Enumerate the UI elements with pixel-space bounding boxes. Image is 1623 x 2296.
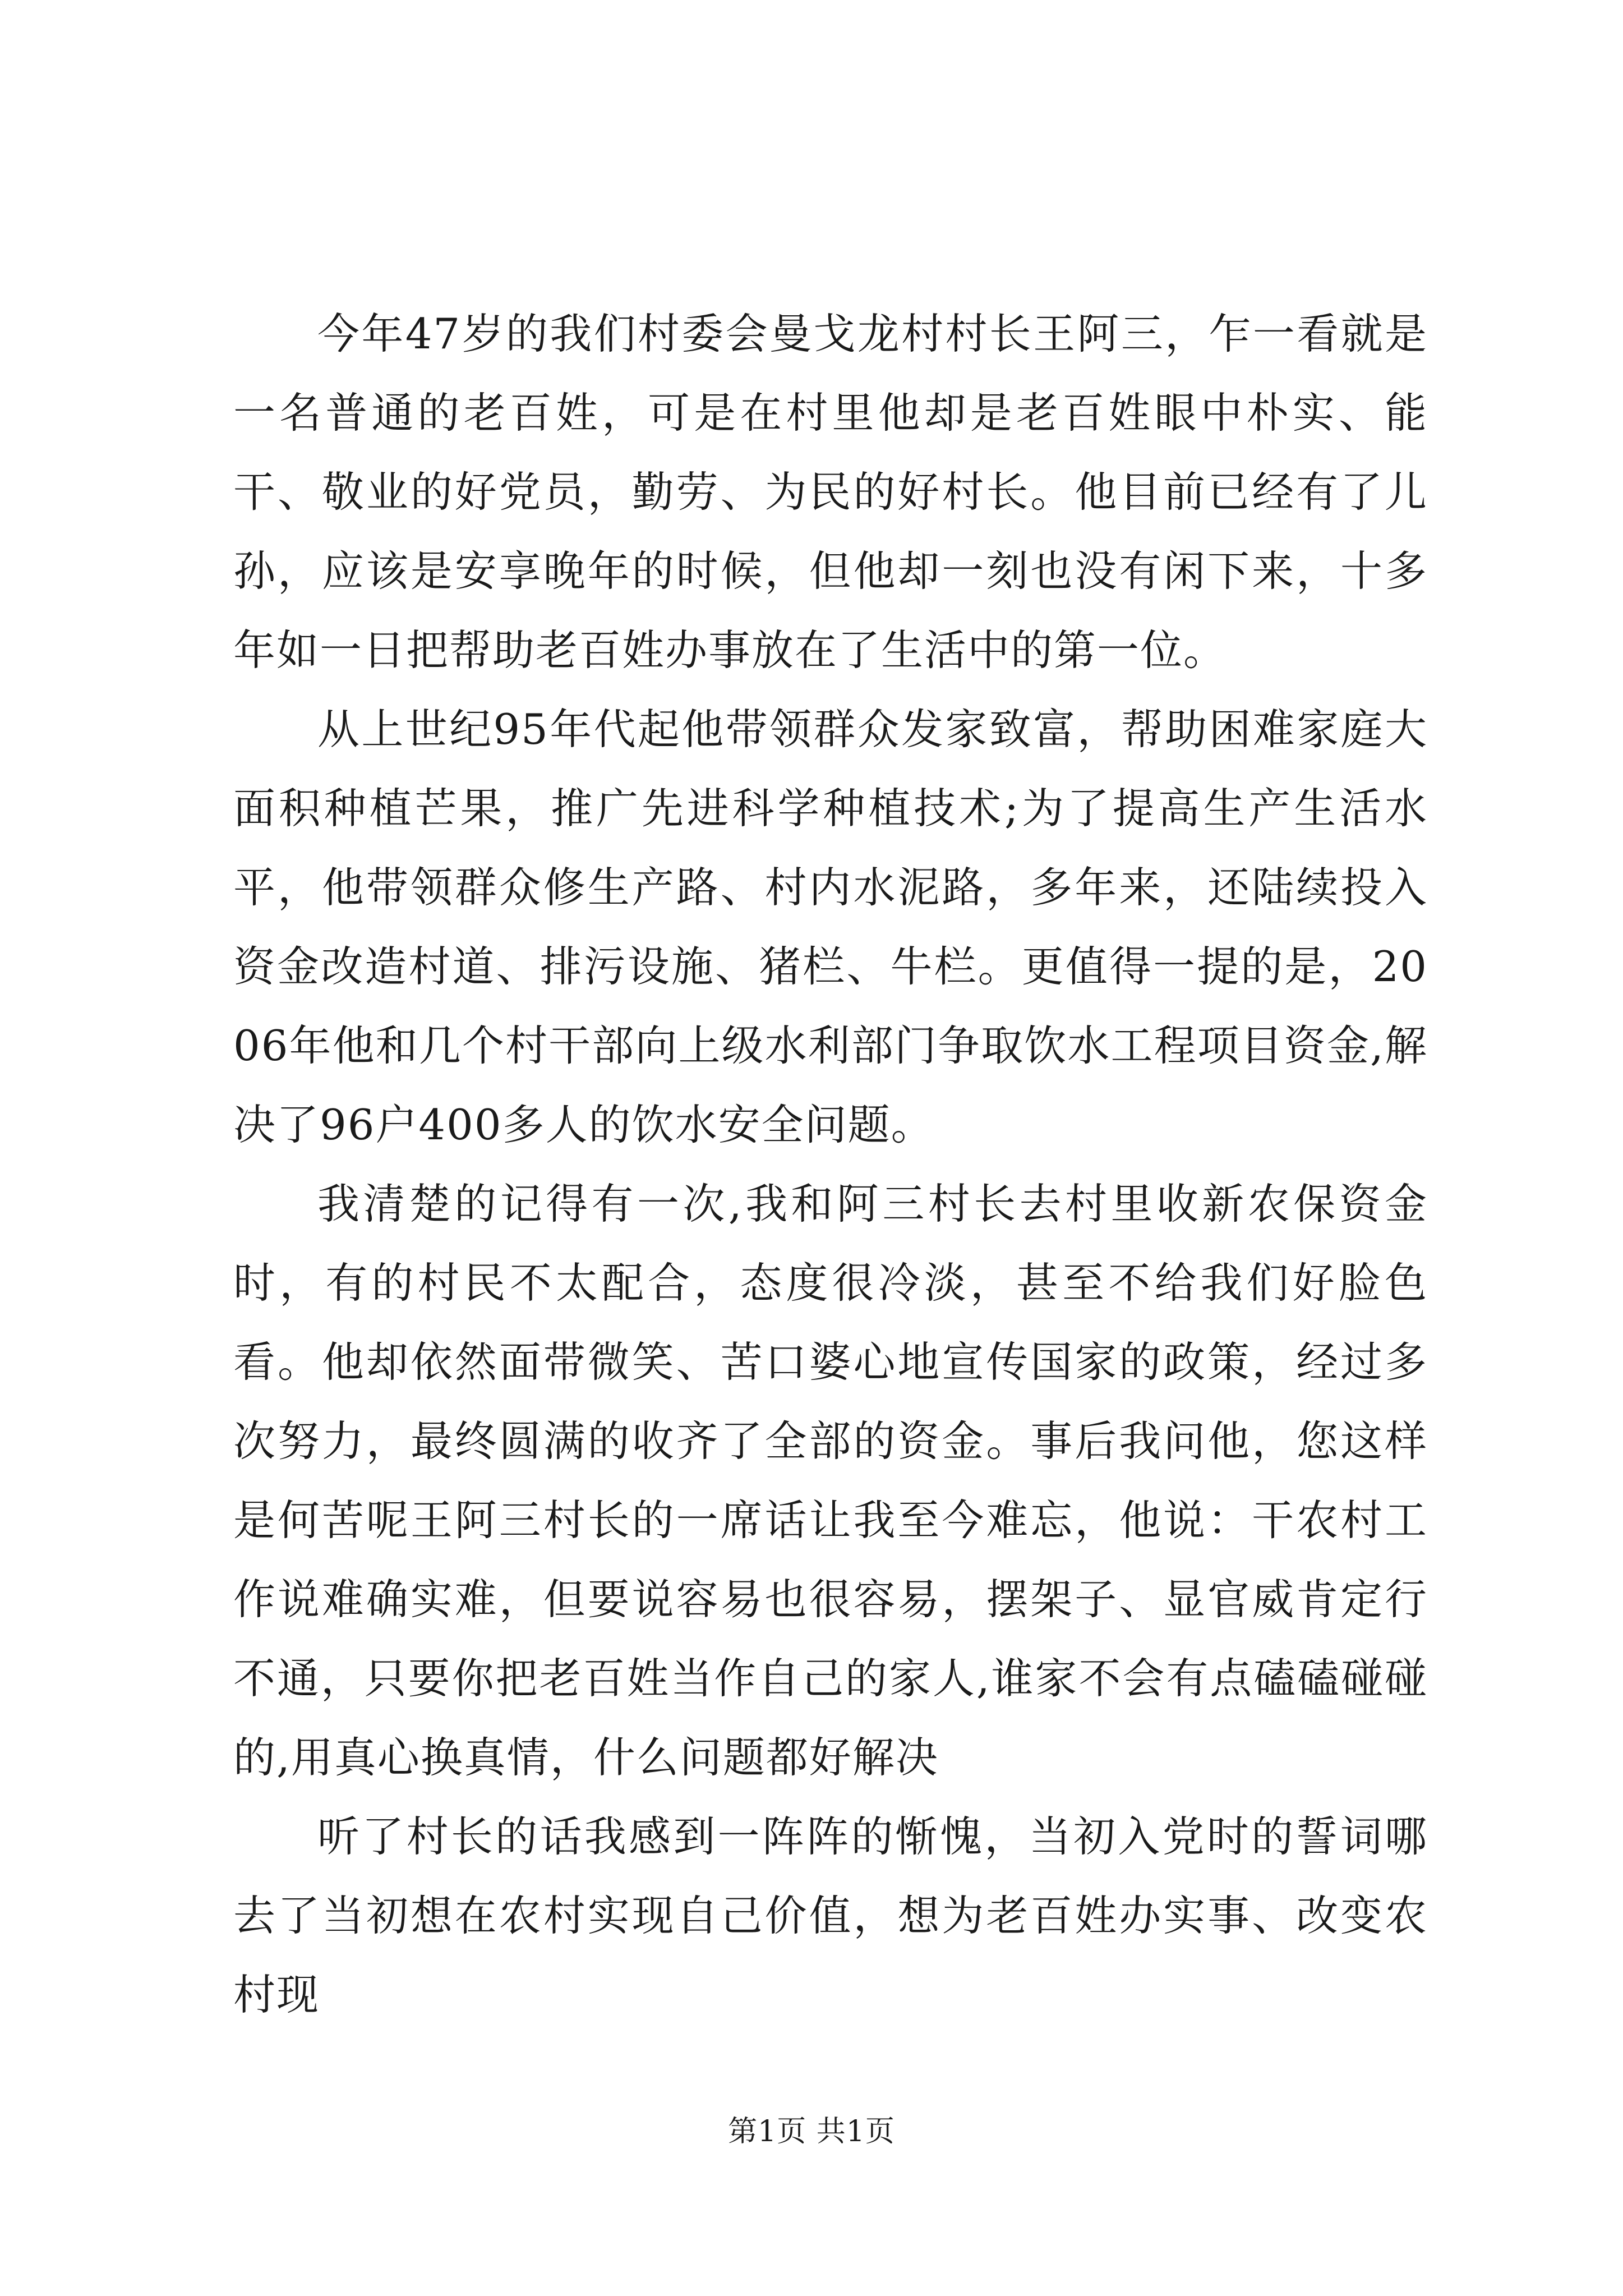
paragraph-4: 听了村长的话我感到一阵阵的惭愧，当初入党时的誓词哪去了当初想在农村实现自己价值，想为老百姓办实事、改变农村现 (233, 1812, 1428, 2019)
document-body (233, 295, 1428, 2035)
paragraph-2: 从上世纪95年代起他带领群众发家致富，帮助困难家庭大面积种植芒果，推广先进科学种植技术;为了提高生产生活水平，他带领群众修生产路、村内水泥路，多年来，还陆续投入资金改造村道、排污设施、猪栏、牛栏。更值得一提的是，2006年他和几个村干部向上级水利部门争取饮水工程项目资金,解决了96户400多人的饮水安全问题。 (233, 705, 1428, 1149)
paragraph-1: 今年47岁的我们村委会曼戈龙村村长王阿三，乍一看就是一名普通的老百姓，可是在村里他却是老百姓眼中朴实、能干、敬业的好党员，勤劳、为民的好村长。他目前已经有了儿孙，应该是安享晚年的时候，但他却一刻也没有闲下来，十多年如一日把帮助老百姓办事放在了生活中的第一位。 (233, 309, 1428, 675)
paragraph-3: 我清楚的记得有一次,我和阿三村长去村里收新农保资金时，有的村民不太配合，态度很冷淡，甚至不给我们好脸色看。他却依然面带微笑、苦口婆心地宣传国家的政策，经过多次努力，最终圆满的收齐了全部的资金。事后我问他，您这样是何苦呢王阿三村长的一席话让我至今难忘，他说：干农村工作说难确实难，但要说容易也很容易，摆架子、显官威肯定行不通，只要你把老百姓当作自己的家人,谁家不会有点磕磕碰碰的,用真心换真情，什么问题都好解决 (233, 1179, 1428, 1782)
page-number-footer: 第1页 共1页 (728, 2115, 895, 2148)
